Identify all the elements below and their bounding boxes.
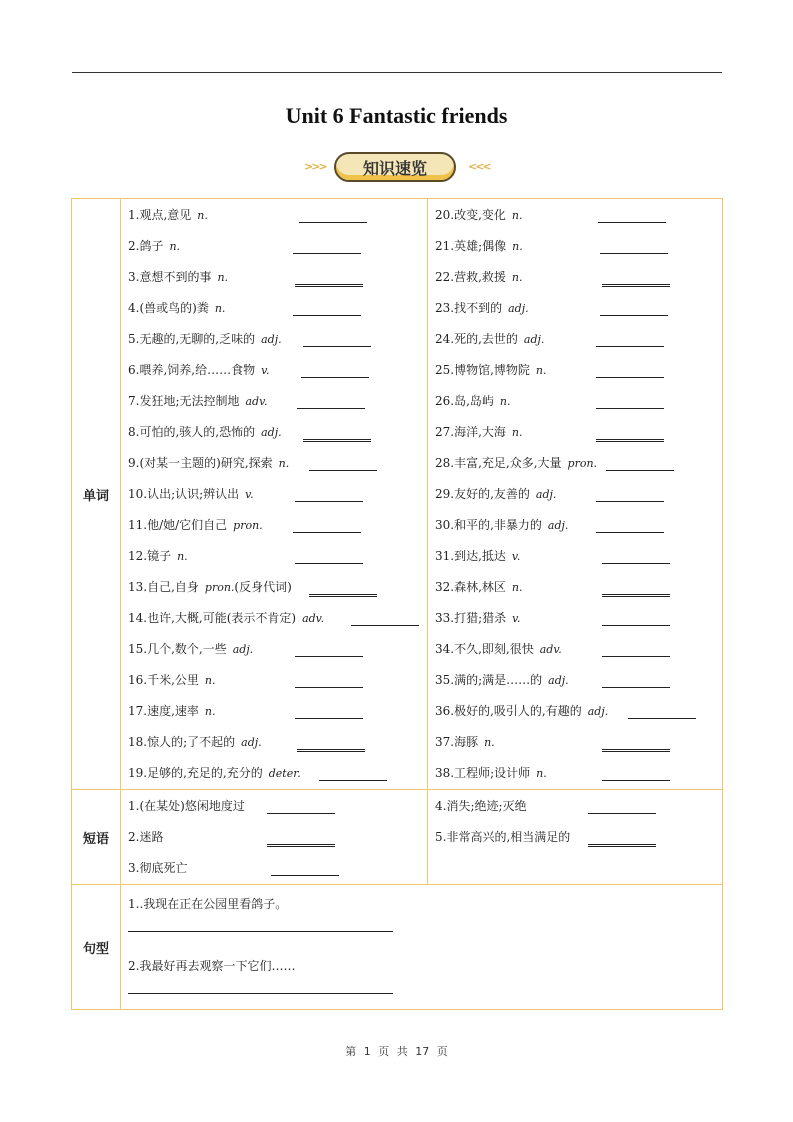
- answer-blank[interactable]: [295, 563, 363, 564]
- answer-blank[interactable]: [602, 284, 670, 287]
- part-of-speech: n.: [197, 209, 208, 222]
- answer-blank[interactable]: [602, 594, 670, 597]
- answer-blank[interactable]: [295, 687, 363, 688]
- sentence-prompt: 1..我现在正在公园里看鸽子。: [128, 897, 288, 911]
- phrase-category-label: 短语: [72, 790, 121, 885]
- list-item: [121, 727, 427, 758]
- item-text: 9.(对某一主题的)研究,探索: [128, 456, 273, 470]
- answer-blank[interactable]: [596, 501, 664, 502]
- vocab-section: [72, 199, 723, 790]
- item-text: 10.认出;认识;辨认出: [128, 487, 240, 501]
- item-text: 30.和平的,非暴力的: [435, 518, 542, 532]
- part-of-speech: n.: [169, 240, 181, 253]
- part-of-speech: adj.: [523, 333, 545, 346]
- item-text: 15.几个,数个,一些: [128, 642, 227, 656]
- item-text: 22.营救,救援: [435, 270, 506, 284]
- answer-blank[interactable]: [602, 749, 670, 752]
- part-of-speech: adj.: [508, 302, 529, 315]
- answer-blank[interactable]: [301, 377, 369, 378]
- list-item: [121, 417, 427, 448]
- answer-blank[interactable]: [297, 408, 365, 409]
- answer-blank[interactable]: [600, 315, 668, 316]
- answer-blank[interactable]: [297, 749, 365, 752]
- item-text: 23.找不到的: [435, 301, 503, 315]
- list-item: [121, 696, 427, 727]
- part-of-speech: adj.: [535, 488, 557, 501]
- item-text: 6.喂养,饲养,给……食物: [128, 363, 256, 377]
- item-text: 5.非常高兴的,相当满足的: [435, 830, 571, 844]
- item-text: 12.镜子: [128, 549, 172, 563]
- part-of-speech: n.: [204, 705, 216, 718]
- item-text: 7.发狂地;无法控制地: [128, 394, 240, 408]
- part-of-speech: v.: [511, 550, 521, 563]
- page-title: Unit 6 Fantastic friends: [285, 103, 508, 128]
- answer-blank[interactable]: [602, 780, 670, 781]
- sentence-section: [72, 885, 723, 1010]
- item-text: 19.足够的,充足的,充分的: [128, 766, 263, 780]
- list-item: [121, 231, 427, 262]
- list-item: [428, 603, 722, 634]
- list-item: [121, 262, 427, 293]
- answer-blank[interactable]: [293, 532, 361, 533]
- list-item: [428, 822, 722, 853]
- part-of-speech: deter.: [268, 767, 301, 780]
- list-item: [428, 417, 722, 448]
- item-text: 24.死的,去世的: [435, 332, 518, 346]
- item-text: 3.意想不到的事: [128, 270, 212, 284]
- list-item: [428, 355, 722, 386]
- answer-blank[interactable]: [602, 656, 670, 657]
- list-item: [428, 262, 722, 293]
- sentence-item: [121, 947, 722, 1009]
- answer-blank[interactable]: [309, 594, 377, 597]
- item-text: 26.岛,岛屿: [435, 394, 494, 408]
- knowledge-table: [71, 198, 723, 1010]
- part-of-speech: n.: [177, 550, 188, 563]
- part-of-speech: adj.: [232, 643, 254, 656]
- list-item: [428, 200, 722, 231]
- item-text: 2.迷路: [128, 830, 164, 844]
- part-of-speech: n.: [217, 271, 229, 284]
- item-text: 3.彻底死亡: [128, 861, 188, 875]
- item-text: 35.满的;满是……的: [435, 673, 543, 687]
- item-text: 1.观点,意见: [128, 208, 192, 222]
- part-of-speech: v.: [245, 488, 254, 501]
- vocab-right-column: [428, 199, 723, 790]
- list-item: [428, 386, 722, 417]
- part-of-speech: n.: [499, 395, 511, 408]
- part-of-speech: adv.: [245, 395, 268, 408]
- answer-blank[interactable]: [602, 563, 670, 564]
- section-badge-row: [0, 150, 793, 186]
- list-item: [428, 572, 722, 603]
- phrase-section: [72, 790, 723, 885]
- answer-blank[interactable]: [309, 470, 377, 471]
- item-text: 5.无趣的,无聊的,乏味的: [128, 332, 256, 346]
- item-text: 4.消失;绝迹;灭绝: [435, 799, 527, 813]
- answer-blank[interactable]: [295, 656, 363, 657]
- list-item: [121, 324, 427, 355]
- answer-blank[interactable]: [588, 844, 656, 847]
- chevron-right-icon: >>>: [304, 160, 326, 173]
- phrase-left-column: [121, 790, 428, 885]
- list-item: [428, 541, 722, 572]
- answer-blank[interactable]: [295, 718, 363, 719]
- part-of-speech: pron.: [204, 581, 235, 594]
- list-item: [121, 634, 427, 665]
- item-text: 4.(兽或鸟的)粪: [128, 301, 209, 315]
- part-of-speech: adj.: [261, 426, 282, 439]
- item-text: 27.海洋,大海: [435, 425, 506, 439]
- list-item: [121, 510, 427, 541]
- section-badge: 知识速览: [334, 152, 456, 182]
- part-of-speech: adv.: [302, 612, 325, 625]
- part-of-speech: n.: [512, 240, 523, 253]
- answer-blank[interactable]: [303, 439, 371, 442]
- answer-blank[interactable]: [351, 625, 419, 626]
- list-item: [428, 231, 722, 262]
- part-of-speech: n.: [511, 271, 523, 284]
- part-of-speech: v.: [512, 612, 521, 625]
- part-of-speech: n.: [511, 426, 523, 439]
- answer-blank[interactable]: [267, 813, 335, 814]
- part-of-speech: adj.: [547, 519, 569, 532]
- answer-blank[interactable]: [628, 718, 696, 719]
- list-item: [428, 665, 722, 696]
- item-text: 2.鸽子: [128, 239, 164, 253]
- list-item: [121, 791, 427, 822]
- item-text: 28.丰富,充足,众多,大量: [435, 456, 562, 470]
- list-item: [121, 572, 427, 603]
- part-of-speech: n.: [214, 302, 226, 315]
- list-item: [428, 324, 722, 355]
- answer-blank[interactable]: [293, 315, 361, 316]
- list-item: [121, 758, 427, 789]
- answer-blank[interactable]: [596, 377, 664, 378]
- list-item: [121, 541, 427, 572]
- item-text: 14.也许,大概,可能(表示不肯定): [128, 611, 297, 625]
- answer-blank[interactable]: [267, 844, 335, 847]
- item-text: 13.自己,自身: [128, 580, 199, 594]
- vocab-left-column: [121, 199, 428, 790]
- sentence-category-label: 句型: [72, 885, 121, 1010]
- answer-blank[interactable]: [600, 253, 668, 254]
- part-of-speech: n.: [511, 209, 523, 222]
- item-text: 29.友好的,友善的: [435, 487, 530, 501]
- part-of-speech: pron.: [567, 457, 598, 470]
- part-of-speech: n.: [204, 674, 216, 687]
- item-text: 36.极好的,吸引人的,有趣的: [435, 704, 582, 718]
- list-item: [428, 727, 722, 758]
- part-of-speech: adv.: [539, 643, 562, 656]
- list-item: [121, 853, 427, 884]
- answer-blank[interactable]: [602, 625, 670, 626]
- list-item: [428, 758, 722, 789]
- list-item: [428, 634, 722, 665]
- answer-blank[interactable]: [598, 222, 666, 223]
- item-text: 1.(在某处)悠闲地度过: [128, 799, 245, 813]
- part-of-speech: adj.: [548, 674, 569, 687]
- item-text: 8.可怕的,骇人的,恐怖的: [128, 425, 256, 439]
- answer-blank[interactable]: [596, 408, 664, 409]
- item-text: 18.惊人的;了不起的: [128, 735, 236, 749]
- answer-blank[interactable]: [606, 470, 674, 471]
- part-of-speech: adj.: [587, 705, 609, 718]
- list-item: [121, 822, 427, 853]
- list-item: [428, 696, 722, 727]
- list-item: [428, 791, 722, 822]
- list-item: [428, 479, 722, 510]
- answer-blank[interactable]: [299, 222, 367, 223]
- item-note: (反身代词): [234, 580, 292, 594]
- item-text: 38.工程师;设计师: [435, 766, 531, 780]
- part-of-speech: n.: [278, 457, 290, 470]
- part-of-speech: n.: [535, 364, 547, 377]
- list-item: [121, 479, 427, 510]
- list-item: [428, 293, 722, 324]
- item-text: 11.他/她/它们自己: [128, 518, 228, 532]
- sentence-item: [121, 885, 722, 947]
- part-of-speech: n.: [484, 736, 495, 749]
- list-item: [121, 200, 427, 231]
- item-text: 32.森林,林区: [435, 580, 506, 594]
- item-text: 20.改变,变化: [435, 208, 506, 222]
- part-of-speech: n.: [511, 581, 523, 594]
- answer-blank[interactable]: [295, 284, 363, 287]
- part-of-speech: adj.: [241, 736, 262, 749]
- answer-blank[interactable]: [271, 875, 339, 876]
- list-item: [428, 510, 722, 541]
- answer-blank[interactable]: [293, 253, 361, 254]
- answer-blank[interactable]: [588, 813, 656, 814]
- item-text: 34.不久,即刻,很快: [435, 642, 534, 656]
- item-text: 25.博物馆,博物院: [435, 363, 530, 377]
- item-text: 31.到达,抵达: [435, 549, 506, 563]
- part-of-speech: n.: [536, 767, 547, 780]
- item-text: 37.海豚: [435, 735, 479, 749]
- list-item: [121, 386, 427, 417]
- part-of-speech: v.: [261, 364, 270, 377]
- sentence-prompt: 2.我最好再去观察一下它们……: [128, 959, 296, 973]
- part-of-speech: pron.: [233, 519, 263, 532]
- answer-line[interactable]: [128, 993, 393, 994]
- answer-line[interactable]: [128, 931, 393, 932]
- answer-blank[interactable]: [596, 439, 664, 442]
- phrase-right-column: [428, 790, 723, 885]
- list-item: [121, 603, 427, 634]
- vocab-category-label: 单词: [72, 199, 121, 790]
- answer-blank[interactable]: [596, 532, 664, 533]
- sentence-column: [121, 885, 723, 1010]
- answer-blank[interactable]: [303, 346, 371, 347]
- list-item: [121, 448, 427, 479]
- item-text: 17.速度,速率: [128, 704, 199, 718]
- answer-blank[interactable]: [596, 346, 664, 347]
- page-footer: 第 1 页 共 17 页: [345, 1045, 448, 1058]
- list-item: [121, 665, 427, 696]
- item-text: 16.千米,公里: [128, 673, 199, 687]
- part-of-speech: adj.: [261, 333, 282, 346]
- list-item: [121, 293, 427, 324]
- answer-blank[interactable]: [319, 780, 387, 781]
- item-text: 33.打猎;猎杀: [435, 611, 507, 625]
- chevron-left-icon: <<<: [468, 160, 490, 173]
- answer-blank[interactable]: [602, 687, 670, 688]
- header-rule: [72, 72, 722, 73]
- item-text: 21.英雄;偶像: [435, 239, 507, 253]
- answer-blank[interactable]: [295, 501, 363, 502]
- list-item: [428, 448, 722, 479]
- list-item: [121, 355, 427, 386]
